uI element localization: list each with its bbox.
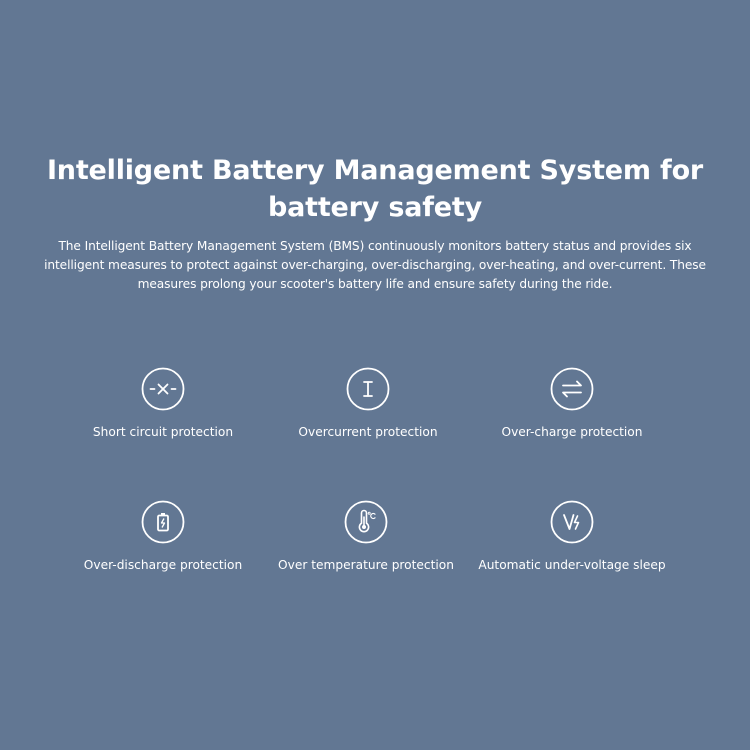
feature-under-voltage-sleep [452,500,692,573]
swap-arrows-icon [550,367,594,411]
thermometer-icon [344,500,388,544]
feature-label: Over-discharge protection [83,558,243,572]
description: The Intelligent Battery Management System (BMS) continuously monitors battery status and provides six intelligent measures to protect against over-charging, over-discharging, over-heating, and over-current. These measures prolong your scooter's battery life and ensure safety during the ride. [44,239,706,291]
battery-icon [141,500,185,544]
feature-label: Short circuit protection [92,425,234,439]
feature-label: Automatic under-voltage sleep [478,558,666,572]
current-icon [346,367,390,411]
short-circuit-icon [141,367,185,411]
page-title: Intelligent Battery Management System for battery safety [46,155,704,223]
feature-label: Overcurrent protection [298,425,438,439]
feature-over-charge [452,367,692,440]
feature-over-temperature [246,500,486,573]
feature-short-circuit [43,367,283,440]
feature-label: Over-charge protection [501,425,643,439]
feature-label: Over temperature protection [278,558,454,572]
voltage-icon [550,500,594,544]
